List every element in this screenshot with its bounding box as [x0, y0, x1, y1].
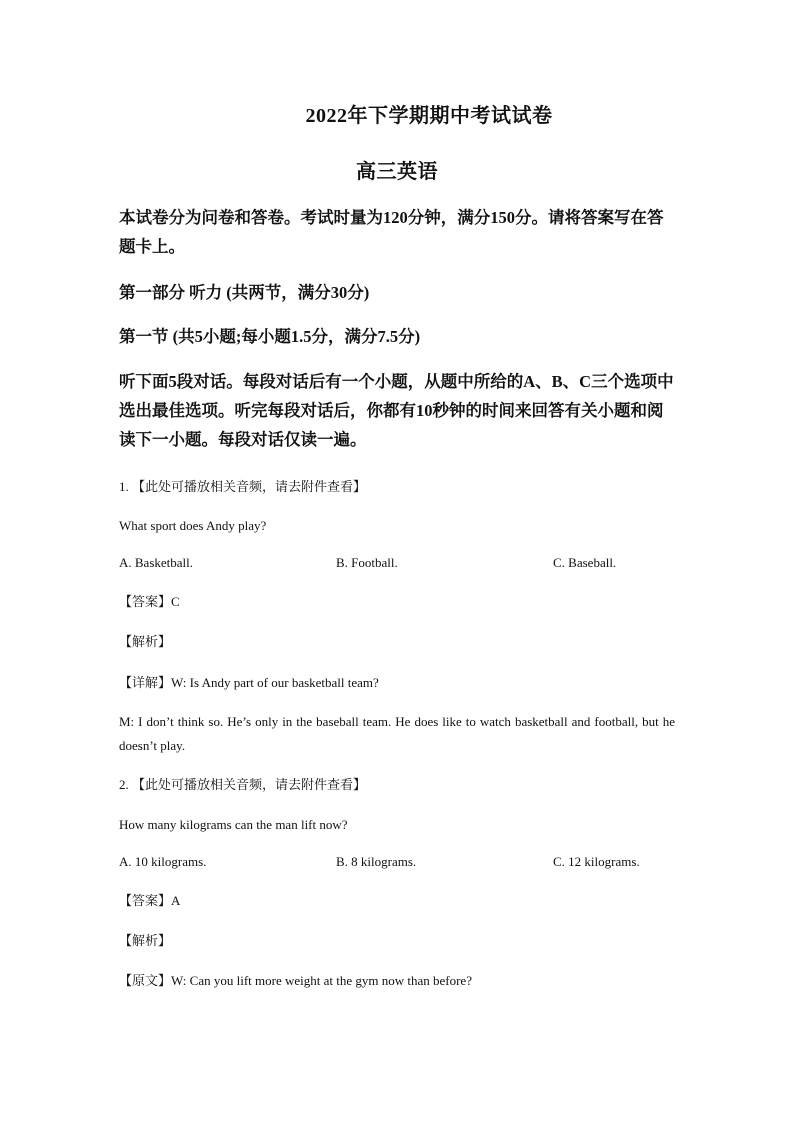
section1-heading: 第一节 (共5小题;每小题1.5分，满分7.5分)	[119, 327, 421, 346]
q1-option-c: C. Baseball.	[553, 555, 617, 570]
q1-question: What sport does Andy play?	[119, 518, 267, 533]
q1-option-a: A. Basketball.	[119, 555, 194, 570]
q2-option-a: A. 10 kilograms.	[119, 854, 207, 869]
q1-option-b: B. Football.	[336, 555, 398, 570]
q2-answer: 【答案】A	[119, 893, 181, 908]
page-subtitle: 高三英语	[356, 161, 438, 183]
q2-question: How many kilograms can the man lift now?	[119, 817, 348, 832]
page-title: 2022年下学期期中考试试卷	[305, 105, 553, 127]
q2-option-c: C. 12 kilograms.	[553, 854, 640, 869]
part1-heading: 第一部分 听力 (共两节，满分30分)	[119, 283, 370, 302]
q1-dialog: M: I don’t think so. He’s only in the baseball team. He does like to watch basketball and football, but he doesn’t play.	[119, 714, 675, 753]
q2-analysis: 【解析】	[119, 933, 172, 948]
q2-original: 【原文】W: Can you lift more weight at the gym now than before?	[119, 973, 472, 988]
q2-header: 2. 【此处可播放相关音频，请去附件查看】	[119, 777, 367, 792]
q1-analysis: 【解析】	[119, 634, 172, 649]
q1-header: 1. 【此处可播放相关音频，请去附件查看】	[119, 479, 367, 494]
intro-text: 本试卷分为问卷和答卷。考试时量为120分钟，满分150分。请将答案写在答题卡上。	[119, 208, 664, 256]
q1-answer: 【答案】C	[119, 594, 180, 609]
q1-detail: 【详解】W: Is Andy part of our basketball team?	[119, 675, 379, 690]
listening-instructions: 听下面5段对话。每段对话后有一个小题，从题中所给的A、B、C三个选项中选出最佳选项。听完每段对话后，你都有10秒钟的时间来回答有关小题和阅读下一小题。每段对话仅读一遍。	[119, 372, 674, 449]
q2-option-b: B. 8 kilograms.	[336, 854, 417, 869]
